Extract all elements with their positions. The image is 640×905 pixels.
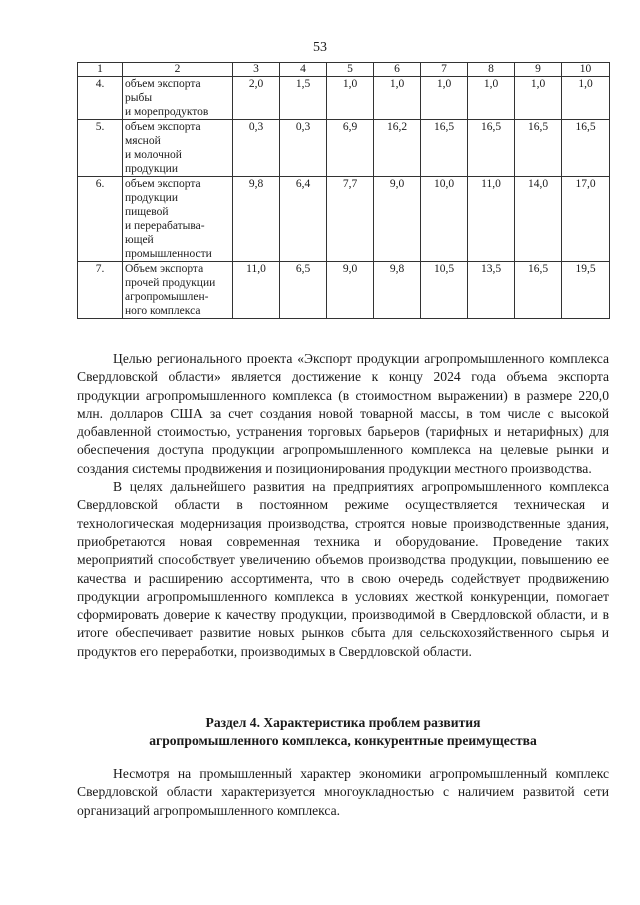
col-header: 8 (468, 63, 515, 77)
indicator-name-cell (123, 120, 233, 177)
value-cell: 1,0 (327, 77, 374, 120)
table-row (78, 120, 610, 177)
indicator-name-cell (123, 177, 233, 262)
section-text (77, 765, 609, 820)
table-row (78, 177, 610, 262)
value-cell: 10,0 (421, 177, 468, 262)
value-cell: 0,3 (280, 120, 327, 177)
indicator-name-line: объем экспорта (125, 78, 201, 90)
value-cell: 7,7 (327, 177, 374, 262)
section-heading (77, 714, 609, 750)
col-header: 9 (515, 63, 562, 77)
table-body (78, 77, 610, 319)
value-cell: 11,0 (468, 177, 515, 262)
indicator-name-line: пищевой (125, 206, 169, 218)
indicator-name-line: продукции (125, 192, 178, 204)
paragraph: В целях дальнейшего развития на предприятиях агропромышленного комплекса Свердловской области в постоянном режиме осуществляется техническая и технологическая модернизация производства, строятся новые производственные здания, приобретаются новая современная техника и оборудование. Проведение таких мероприятий способствует увеличению объемов производства продукции, повышению ее качества и расширению ассортимента, что в свою очередь содействует продвижению продукции агропромышленного комплекса в условиях жесткой конкуренции, помогает сформировать доверие к качеству продукции, производимой в Свердловской области, и в итоге обеспечивает развитие новых рынков сбыта для сельскохозяйственного сырья и продуктов его переработки, производимых в Свердловской области. (77, 479, 609, 659)
indicator-name-line: ющей (125, 234, 154, 246)
section-heading-line: Раздел 4. Характеристика проблем развития (205, 715, 481, 730)
value-cell: 1,0 (374, 77, 421, 120)
indicator-name-line: Объем экспорта (125, 263, 204, 275)
intro-text (77, 350, 609, 661)
value-cell: 16,5 (421, 120, 468, 177)
indicator-name-line: мясной (125, 135, 161, 147)
indicator-name-cell (123, 262, 233, 319)
value-cell: 1,0 (515, 77, 562, 120)
table-row (78, 262, 610, 319)
value-cell: 10,5 (421, 262, 468, 319)
value-cell: 13,5 (468, 262, 515, 319)
value-cell: 14,0 (515, 177, 562, 262)
col-header: 6 (374, 63, 421, 77)
table-header (78, 63, 610, 77)
indicator-name-cell (123, 77, 233, 120)
value-cell: 9,0 (374, 177, 421, 262)
value-cell: 6,4 (280, 177, 327, 262)
col-header: 4 (280, 63, 327, 77)
indicator-name-line: и морепродуктов (125, 106, 209, 118)
value-cell: 1,5 (280, 77, 327, 120)
page-number: 53 (313, 40, 327, 55)
value-cell: 1,0 (468, 77, 515, 120)
value-cell: 9,0 (327, 262, 374, 319)
row-number-cell: 7. (78, 262, 123, 319)
col-header: 5 (327, 63, 374, 77)
value-cell: 19,5 (562, 262, 610, 319)
indicator-name-line: и молочной (125, 149, 182, 161)
row-number-cell: 4. (78, 77, 123, 120)
value-cell: 6,9 (327, 120, 374, 177)
indicator-name-line: продукции (125, 163, 178, 175)
value-cell: 17,0 (562, 177, 610, 262)
export-volume-table (77, 62, 610, 319)
value-cell: 0,3 (233, 120, 280, 177)
value-cell: 11,0 (233, 262, 280, 319)
value-cell: 1,0 (421, 77, 468, 120)
row-number-cell: 5. (78, 120, 123, 177)
indicator-name-line: объем экспорта (125, 121, 201, 133)
value-cell: 2,0 (233, 77, 280, 120)
col-header: 1 (78, 63, 123, 77)
value-cell: 16,5 (468, 120, 515, 177)
value-cell: 9,8 (233, 177, 280, 262)
indicator-name-line: и перерабатыва- (125, 220, 205, 232)
value-cell: 16,2 (374, 120, 421, 177)
col-header: 7 (421, 63, 468, 77)
indicator-name-line: агропромышлен- (125, 291, 209, 303)
table-row (78, 77, 610, 120)
paragraph: Несмотря на промышленный характер экономики агропромышленный комплекс Свердловской области характеризуется многоукладностью с наличием развитой сети организаций агропромышленного комплекса. (77, 766, 609, 818)
col-header: 3 (233, 63, 280, 77)
indicator-name-line: ного комплекса (125, 305, 201, 317)
col-header: 10 (562, 63, 610, 77)
indicator-name-line: промышленности (125, 248, 212, 260)
value-cell: 16,5 (515, 262, 562, 319)
value-cell: 6,5 (280, 262, 327, 319)
section-heading-line: агропромышленного комплекса, конкурентные преимущества (149, 733, 537, 748)
indicator-name-line: рыбы (125, 92, 153, 104)
indicator-name-line: прочей продукции (125, 277, 216, 289)
col-header: 2 (123, 63, 233, 77)
paragraph: Целью регионального проекта «Экспорт продукции агропромышленного комплекса Свердловской области» является достижение к концу 2024 года объема экспорта продукции агропромышленного комплекса (в стоимостном выражении) в размере 220,0 млн. долларов США за счет создания новой товарной массы, в том числе с высокой добавленной стоимостью, устранения торговых барьеров (тарифных и нетарифных) для обеспечения доступа продукции агропромышленного комплекса на целевые рынки и создания системы продвижения и позиционирования продукции местного производства. (77, 351, 609, 476)
value-cell: 16,5 (515, 120, 562, 177)
value-cell: 1,0 (562, 77, 610, 120)
indicator-name-line: объем экспорта (125, 178, 201, 190)
value-cell: 9,8 (374, 262, 421, 319)
value-cell: 16,5 (562, 120, 610, 177)
row-number-cell: 6. (78, 177, 123, 262)
